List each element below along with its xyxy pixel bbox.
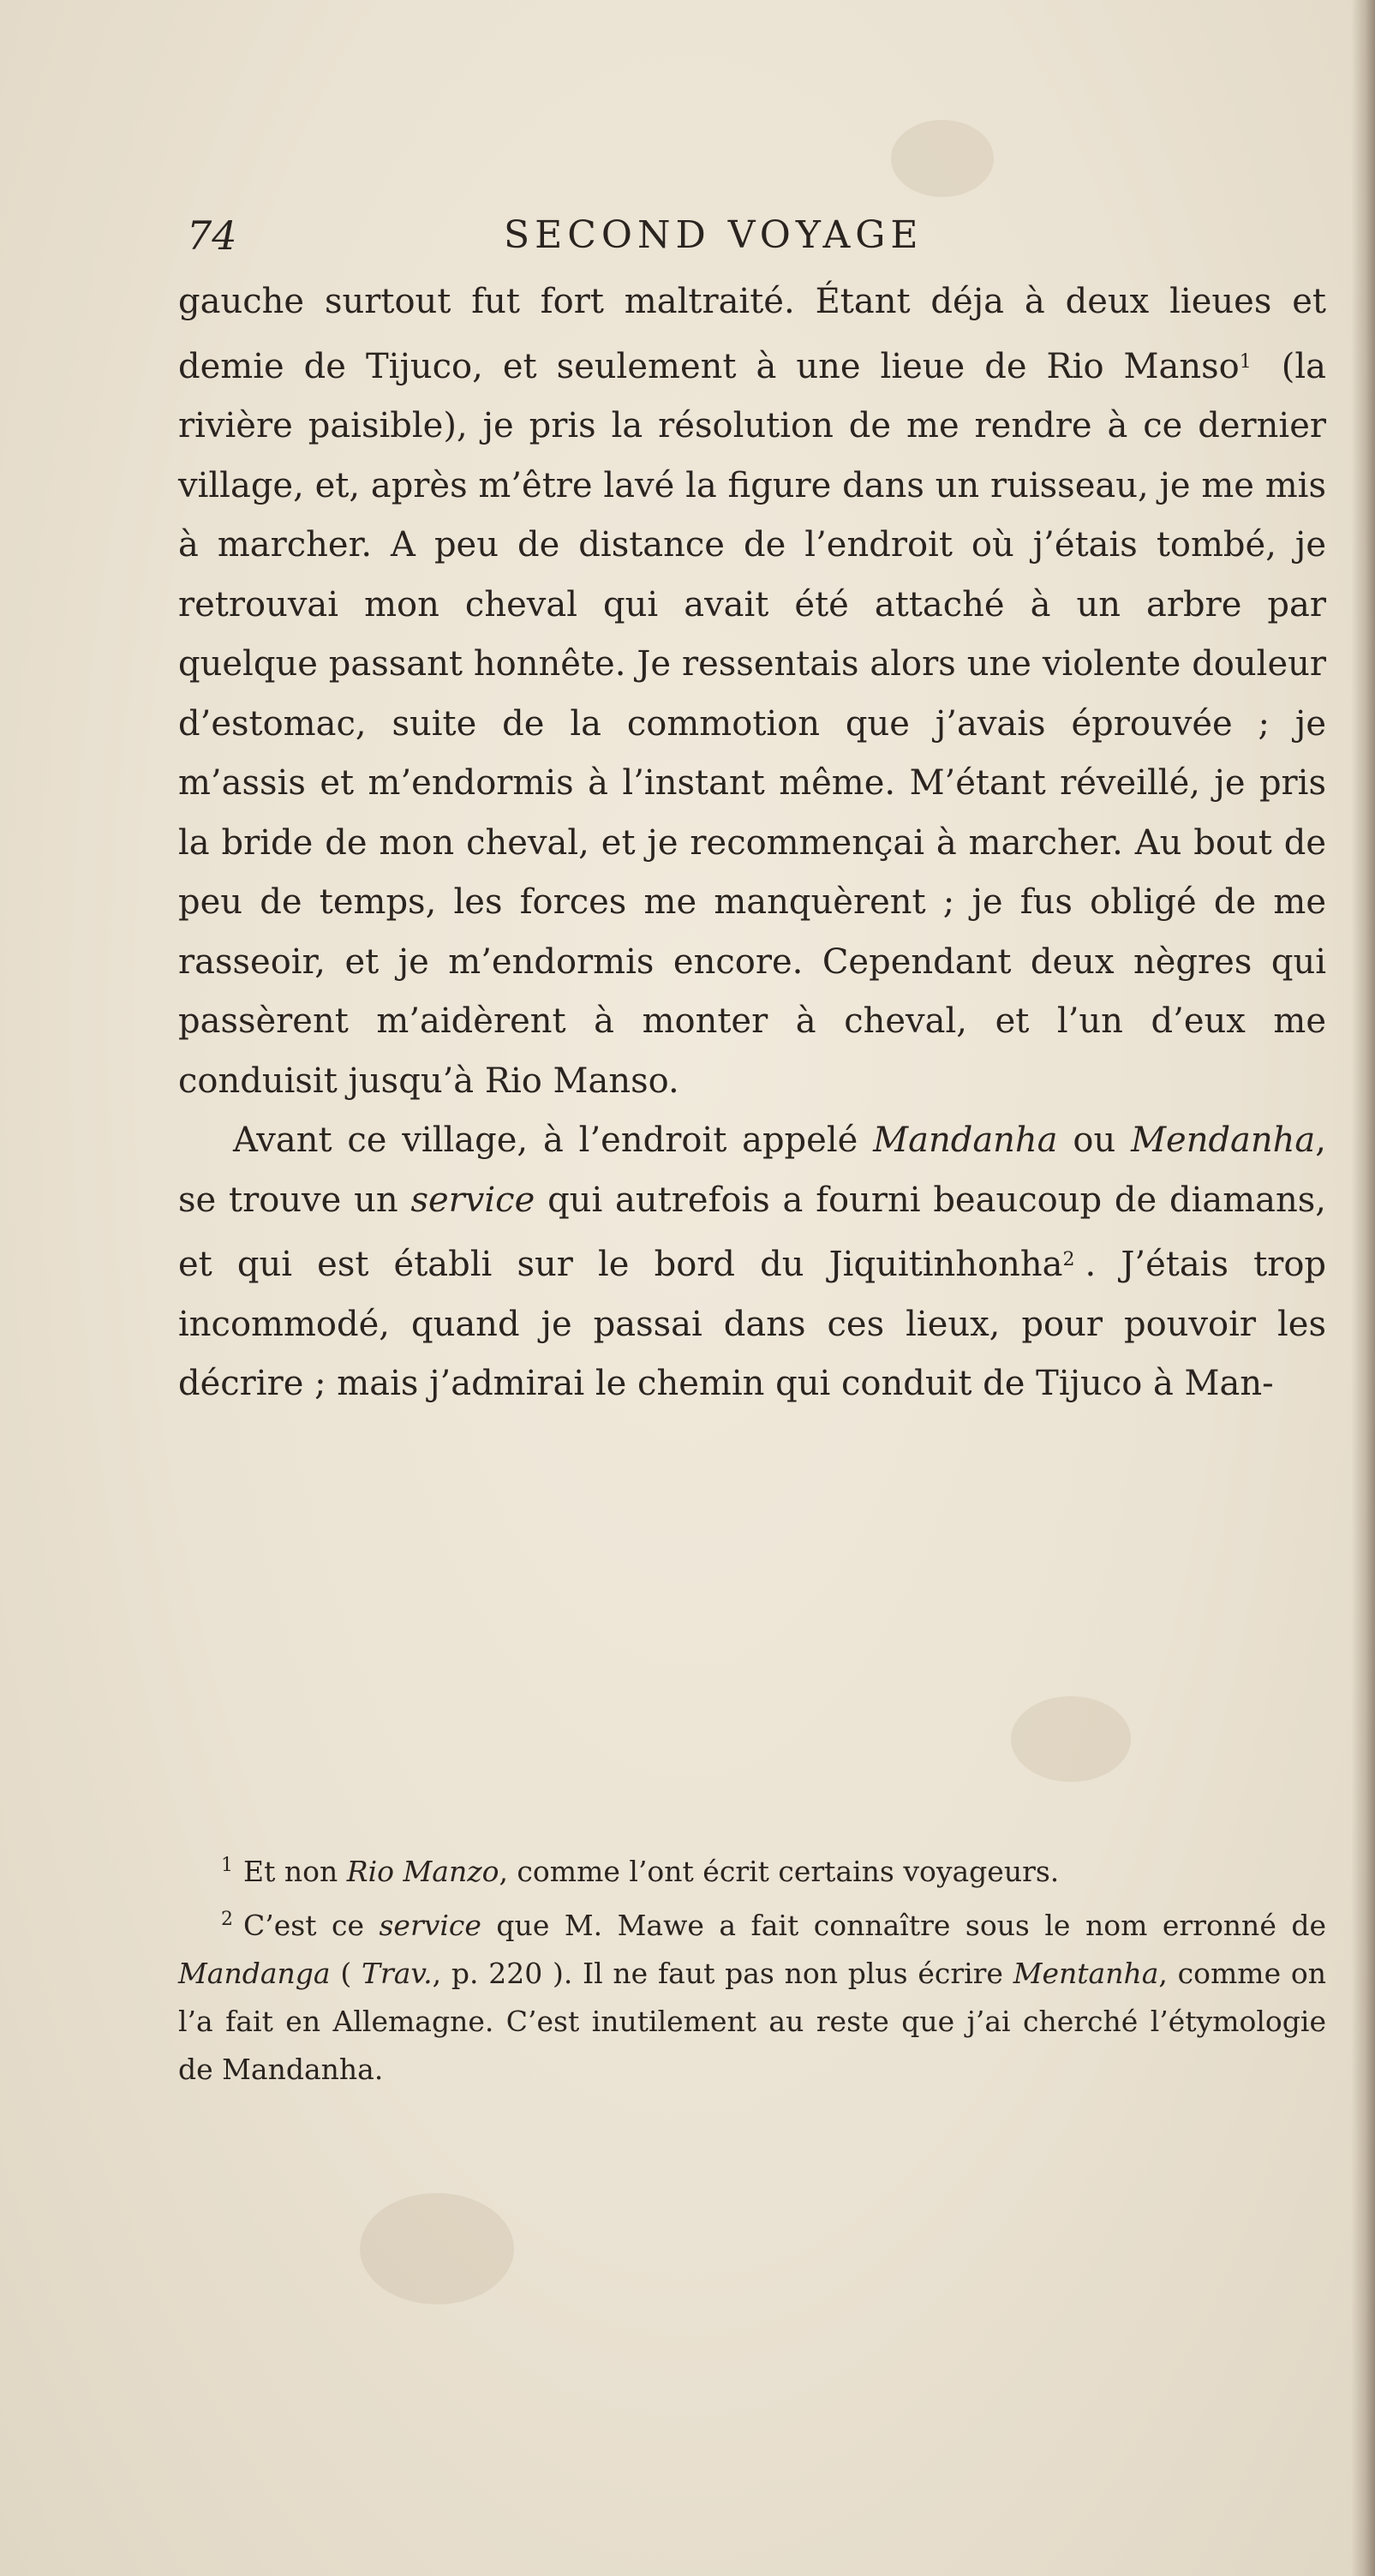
italic-text: Mentanha (1013, 1957, 1159, 1990)
text-run: (la rivière paisible), je pris la résolution de me rendre à ce dernier village, et, après m’être lavé la figure dans un ruisseau, je me mis à marcher. A peu de distance de l’endroit où j’étais tombé, je retrouvai mon cheval qui avait été attaché à un arbre par quelque passant honnête. Je ressentais alors une violente douleur d’estomac, suite de la commotion que j’avais éprouvée ; je m’assis et m’endormis à l’instant même. M’étant réveillé, je pris la bride de mon cheval, et je recommençai à marcher. Au bout de peu de temps, les forces me manquèrent ; je fus obligé de me rasseoir, et je m’endormis encore. Cependant deux nègres qui passèrent m’aidèrent à monter à cheval, et l’un d’eux me conduisit jusqu’à Rio Manso. (178, 346, 1326, 1101)
text-run: Et non (243, 1855, 347, 1888)
running-header (178, 206, 1335, 266)
text-run: , p. 220 ). Il ne faut pas non plus écrire (432, 1957, 1013, 1990)
text-run: Avant ce village, à l’endroit appelé (233, 1121, 874, 1160)
italic-text: Mandanga (178, 1957, 331, 1990)
footnote-reference: 2 (1062, 1249, 1075, 1270)
main-text (178, 272, 1326, 1414)
footnote (178, 1842, 1326, 1896)
text-run: qui autrefois a fourni beaucoup de diamans, et qui est établi sur le bord du Jiquitinhonha (178, 1180, 1326, 1284)
text-run: , se trouve un (178, 1121, 1326, 1220)
text-run: , comme l’ont écrit certains voyageurs. (499, 1855, 1060, 1888)
text-run: que M. Mawe a fait connaître sous le nom erronné de (481, 1909, 1326, 1942)
italic-text: service (379, 1909, 481, 1942)
footnote-marker: 2 (221, 1909, 233, 1930)
footnote (178, 1896, 1326, 2094)
text-run: ( (330, 1957, 362, 1990)
text-run: , comme on l’a fait en Allemagne. C’est inutilement au reste que j’ai cherché l’étymologie de Mandanha. (178, 1957, 1326, 2086)
text-run: . J’étais trop incommodé, quand je passai dans ces lieux, pour pouvoir les décrire ; mais j’admirai le chemin qui conduit de Tijuco à Man- (178, 1245, 1327, 1403)
text-run: ou (1057, 1121, 1132, 1160)
paragraph (178, 272, 1326, 1111)
italic-text: Trav. (361, 1957, 433, 1990)
running-title: SECOND VOYAGE (504, 213, 924, 257)
page-edge-shadow (1351, 0, 1375, 2576)
text-run: C’est ce (243, 1909, 380, 1942)
page-number: 74 (187, 212, 237, 259)
paper-stain (1011, 1696, 1131, 1782)
italic-text: Rio Manzo (346, 1855, 499, 1888)
italic-text: Mandanha (873, 1121, 1058, 1160)
italic-text: service (410, 1180, 535, 1220)
paper-stain (891, 120, 994, 197)
footnotes (178, 1842, 1326, 2094)
paper-stain (360, 2193, 514, 2304)
footnote-marker: 1 (221, 1855, 233, 1876)
text-run: gauche surtout fut fort maltraité. Étant déja à deux lieues et demie de Tijuco, et seulement à une lieue de Rio Manso (178, 282, 1326, 386)
footnote-reference: 1 (1239, 350, 1252, 373)
paragraph (178, 1111, 1326, 1414)
italic-text: Mendanha (1131, 1121, 1316, 1160)
